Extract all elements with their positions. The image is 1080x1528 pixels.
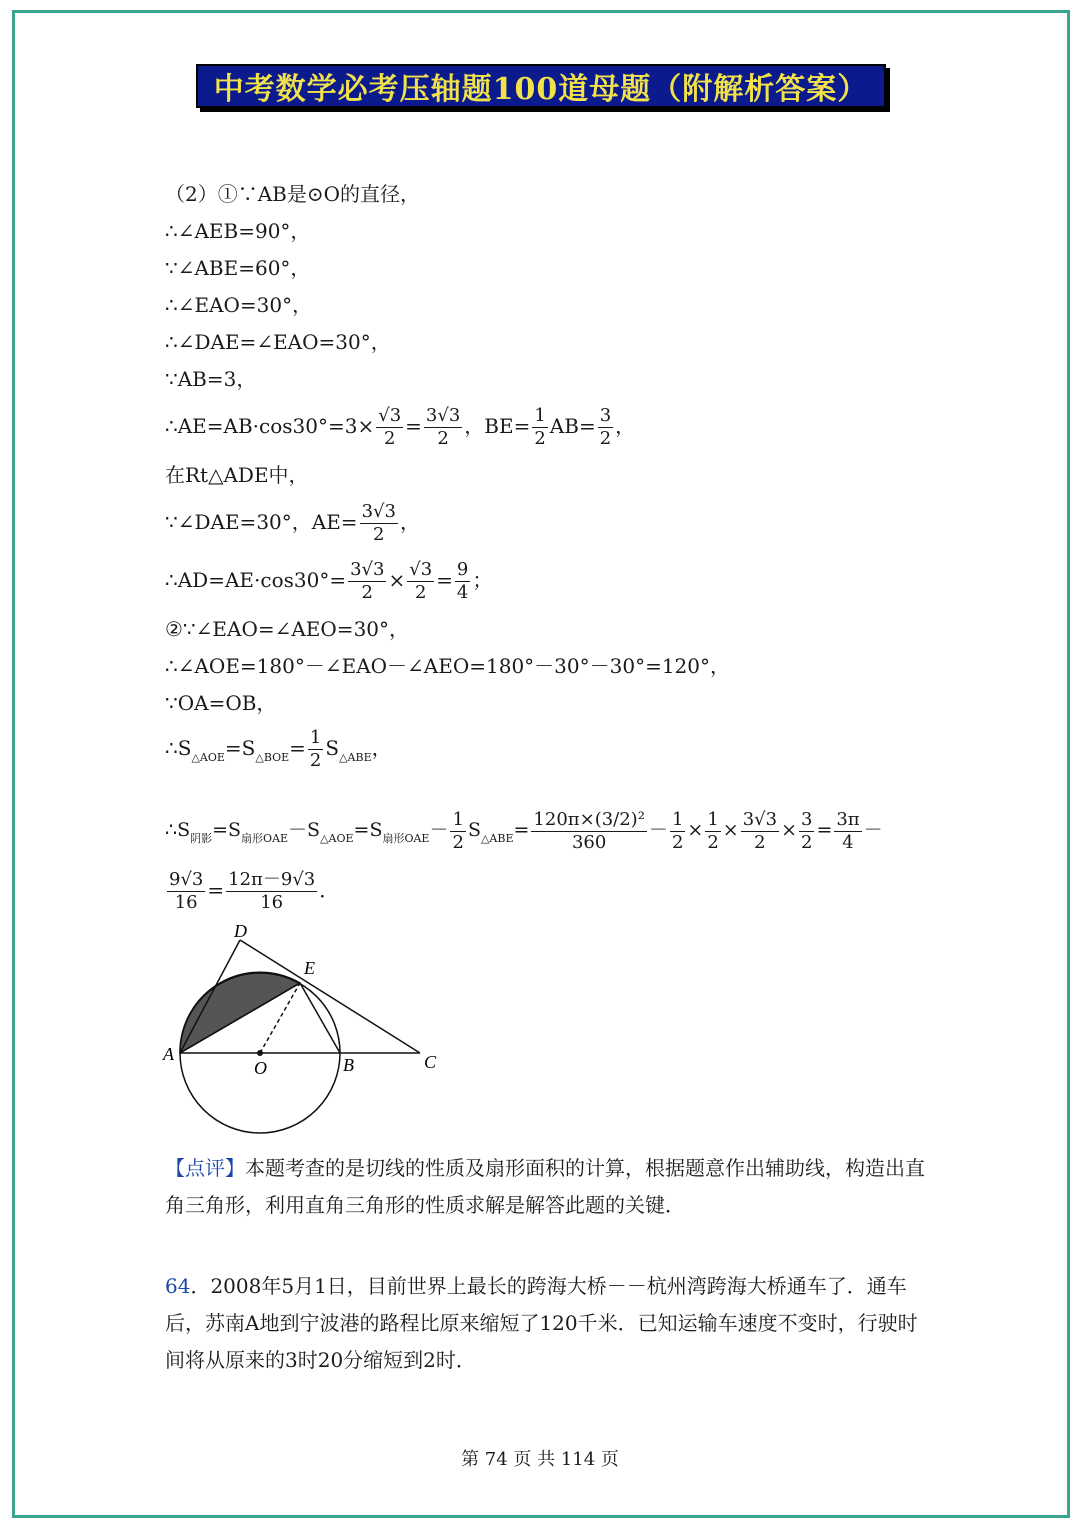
fraction: $\frac{1}{2}$ xyxy=(309,727,322,771)
title-banner xyxy=(196,64,886,108)
geometry-figure xyxy=(160,918,460,1143)
fraction: $\frac{12\pi-9√3}{16}$ xyxy=(228,869,316,913)
center-point xyxy=(257,1050,263,1056)
solution-line-12: ∴∠AOE=180°－∠EAO－∠AEO=180°－30°－30°=120°， xyxy=(165,654,731,678)
label-a: A xyxy=(163,1044,174,1064)
fraction: $\frac{3}{2}$ xyxy=(599,405,612,449)
page-footer: 第 74 页 共 114 页 xyxy=(461,1449,619,1470)
fraction: $\frac{√3}{2}$ xyxy=(378,405,402,449)
problem-text: ．2008年5月1日，目前世界上最长的跨海大桥－－杭州湾跨海大桥通车了．通车后，苏南A地到宁波港的路程比原来缩短了120千米．已知运输车速度不变时，行驶时间将从原来的3时20分缩短到2时． xyxy=(165,1274,918,1372)
fraction: $\frac{3}{2}$ xyxy=(800,808,813,853)
fraction: $\frac{1}{2}$ xyxy=(452,808,464,853)
solution-line-6: ∵AB=3， xyxy=(165,367,257,391)
shaded-segment xyxy=(180,972,300,1053)
comment-text: 本题考查的是切线的性质及扇形面积的计算，根据题意作出辅助线，构造出直角三角形，利用直角三角形的性质求解是解答此题的关键． xyxy=(165,1156,925,1217)
fraction: $\frac{\text{120π×(3/2)²}}{360}$ xyxy=(533,808,645,853)
solution-line-16: $\frac{9√3}{16}$ = $\frac{12\pi-9√3}{16}$ ． xyxy=(169,869,340,913)
solution-line-7: ∴AE=AB·cos30°=3× $\frac{√3}{2}$ = $\frac{3√3}{2}$ ，BE= $\frac{1}{2}$ AB= $\frac{3}{2}$ ， xyxy=(165,405,636,449)
problem-number: 64 xyxy=(165,1274,191,1298)
label-b: B xyxy=(343,1055,354,1075)
label-d: D xyxy=(234,921,247,941)
fraction: $\frac{√3}{2}$ xyxy=(409,559,433,603)
fraction: $\frac{3√3}{2}$ xyxy=(361,501,396,545)
solution-line-11: ②∵∠EAO=∠AEO=30°， xyxy=(165,617,410,641)
label-c: C xyxy=(424,1052,437,1072)
fraction: $\frac{1}{2}$ xyxy=(534,405,546,449)
fraction: $\frac{9√3}{16}$ xyxy=(169,869,204,913)
label-e: E xyxy=(304,958,315,978)
fraction: $\frac{3√3}{2}$ xyxy=(350,559,385,603)
solution-line-10: ∴AD=AE·cos30°= $\frac{3√3}{2}$ × $\frac{√3}{2}$ = $\frac{9}{4}$ ； xyxy=(165,559,493,603)
solution-line-4: ∴∠EAO=30°， xyxy=(165,293,313,317)
line-eb xyxy=(300,983,340,1053)
solution-line-14: $\therefore S_{\triangle AOE}=S_{\triangle BOE}=$ $\frac{1}{2}$ $S_{\triangle ABE}$， xyxy=(165,727,392,771)
solution-line-1: （2）①∵AB是⊙O的直径， xyxy=(165,182,421,206)
page-title: 中考数学必考压轴题100道母题（附解析答案） xyxy=(213,72,869,107)
solution-line-3: ∵∠ABE=60°， xyxy=(165,256,311,280)
solution-line-2: ∴∠AEB=90°， xyxy=(165,219,311,243)
fraction: $\frac{9}{4}$ xyxy=(456,559,469,603)
solution-line-15: $\therefore S_{阴影}=S_{扇形OAE}-S_{\triangle AOE}=S_{扇形OAE}-$ $\frac{1}{2}$ $S_{\triangle ABE}=$ $\frac{\text{120π×(3/2)²}}{360}$ － $\frac{1}{2}$ × $\frac{1}{2}$ × $\frac{3√3}{2}$ × $\frac{3}{2}$ = $\frac{3\pi}{4}$ － xyxy=(165,808,883,853)
problem-64 xyxy=(165,1268,925,1379)
solution-line-13: ∵OA=OB， xyxy=(165,691,277,715)
comment-tag: 【点评】 xyxy=(165,1156,245,1180)
solution-line-9: ∵∠DAE=30°，AE= $\frac{3√3}{2}$ ， xyxy=(165,501,420,545)
fraction: $\frac{1}{2}$ xyxy=(707,808,719,853)
label-o: O xyxy=(254,1058,267,1078)
solution-line-8: 在Rt△ADE中， xyxy=(165,463,309,487)
comment-block xyxy=(165,1150,925,1224)
fraction: $\frac{3\pi}{4}$ xyxy=(836,808,860,853)
fraction: $\frac{1}{2}$ xyxy=(671,808,684,853)
fraction: $\frac{3√3}{2}$ xyxy=(742,808,778,853)
fraction: $\frac{3√3}{2}$ xyxy=(425,405,461,449)
solution-line-5: ∴∠DAE=∠EAO=30°， xyxy=(165,330,391,354)
